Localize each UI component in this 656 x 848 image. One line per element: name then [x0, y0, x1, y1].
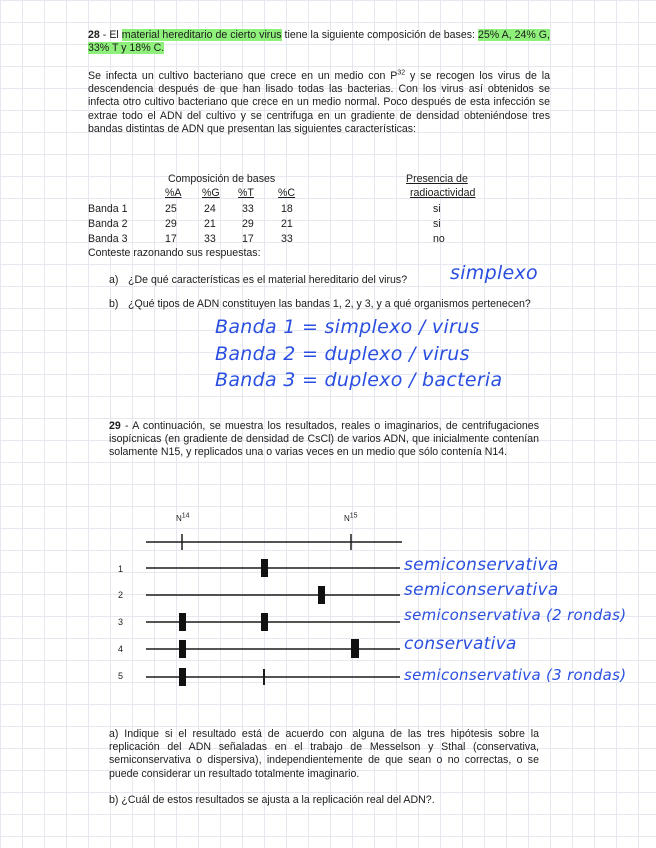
col-t: %T [238, 187, 254, 199]
table-header-radioactivity: radioactividad [410, 187, 476, 199]
q29-hand-5: semiconservativa (3 rondas) [404, 666, 627, 684]
q28-qa: ¿De qué características es el material hereditario del virus? [128, 274, 408, 286]
col-g: %G [202, 187, 220, 199]
row1-band [261, 559, 268, 577]
q28-highlight-material: material hereditario de cierto virus [121, 29, 282, 41]
col-a: %A [165, 187, 182, 199]
q29-qb: b) ¿Cuál de estos resultados se ajusta a la replicación real del ADN?. [109, 794, 435, 806]
col-c: %C [278, 187, 296, 199]
q28-highlight-composition: 25% A, 24% G, 33% T y 18% C. [88, 29, 550, 55]
q28-hand-answer-a: simplexo [450, 262, 538, 284]
q29-text: 29 - A continuación, se muestra los resultados, reales o imaginarios, de centrifugaciones isopícnicas (en gradiente de densidad de CsCl) de varios ADN, que inicialmente contenían solamente N15, y replicados una o varias veces en un medio que sólo contenía N14. [109, 420, 539, 459]
label-n14: $N^{14}$ [176, 512, 190, 523]
row4-band-a [179, 640, 186, 658]
row-label-2: 2 [118, 590, 124, 600]
q29-hand-3: semiconservativa (2 rondas) [404, 606, 627, 624]
row-label-1: 1 [118, 564, 124, 574]
q28-qb-label: b) [109, 298, 119, 310]
q28-hand-b2: Banda 2 = duplexo / virus [215, 343, 470, 365]
row-label-3: 3 [118, 617, 124, 627]
label-n15: $N^{15}$ [344, 512, 358, 523]
q28-qb: ¿Qué tipos de ADN constituyen las bandas 1, 2, y 3, y a qué organismos pertenecen? [128, 298, 531, 310]
q29-qa: a) Indique si el resultado está de acuerdo con alguna de las tres hipótesis sobre la replicación del ADN señaladas en el trabajo de Messelson y Sthal (conservativa, semiconservativa o dispersiva), independientemente de que sean o no correctas, o se puede considerar un resultado totalmente imaginario. [109, 728, 539, 780]
table-header-presence: Presencia de [406, 173, 468, 185]
table-header-composition: Composición de bases [168, 173, 276, 185]
q28-intro: 28 - El material hereditario de cierto virus tiene la siguiente composición de bases: 25% A, 24% G, 33% T y 18% C. [88, 29, 550, 55]
q29-hand-2: semiconservativa [404, 580, 559, 600]
row-label-5: 5 [118, 671, 124, 681]
q29-hand-1: semiconservativa [404, 555, 559, 575]
q28-table: Composición de bases Presencia de radioactividad %A %G %T %C Banda 1 25 24 33 18 si Banda 2 29 21 29 21 si Banda 3 17 33 17 33 no [88, 173, 476, 245]
q28-qa-label: a) [109, 274, 119, 286]
q28-paragraph: Se infecta un cultivo bacteriano que crece en un medio con $P^{32}$ y se recogen los virus de la descendencia después de que han lisado todas las bacterias. Con los virus así obtenidos se infecta otro cultivo bacteriano que crece en un medio normal. Poco después de esta infección se extrae todo el ADN del cultivo y se centrifuga en un gradiente de densidad obteniéndose tres bandas distintas de ADN que presentan las siguientes características: [88, 69, 550, 135]
row3-label: Banda 3 [88, 233, 128, 245]
row5-band-a [179, 668, 186, 686]
q29-number: 29 [109, 420, 121, 432]
row2-band [318, 586, 325, 604]
row3-band-b [261, 613, 268, 631]
row2-label: Banda 2 [88, 218, 128, 230]
row3-band-a [179, 613, 186, 631]
q28-hand-b1: Banda 1 = simplexo / virus [215, 316, 480, 338]
q28-number: 28 [88, 29, 100, 41]
q28-hand-b3: Banda 3 = duplexo / bacteria [215, 369, 503, 391]
row4-band-b [351, 639, 359, 658]
q28-instruction: Conteste razonando sus respuestas: [88, 247, 261, 259]
row1-label: Banda 1 [88, 203, 128, 215]
q29-hand-4: conservativa [404, 634, 517, 654]
row-label-4: 4 [118, 644, 124, 654]
